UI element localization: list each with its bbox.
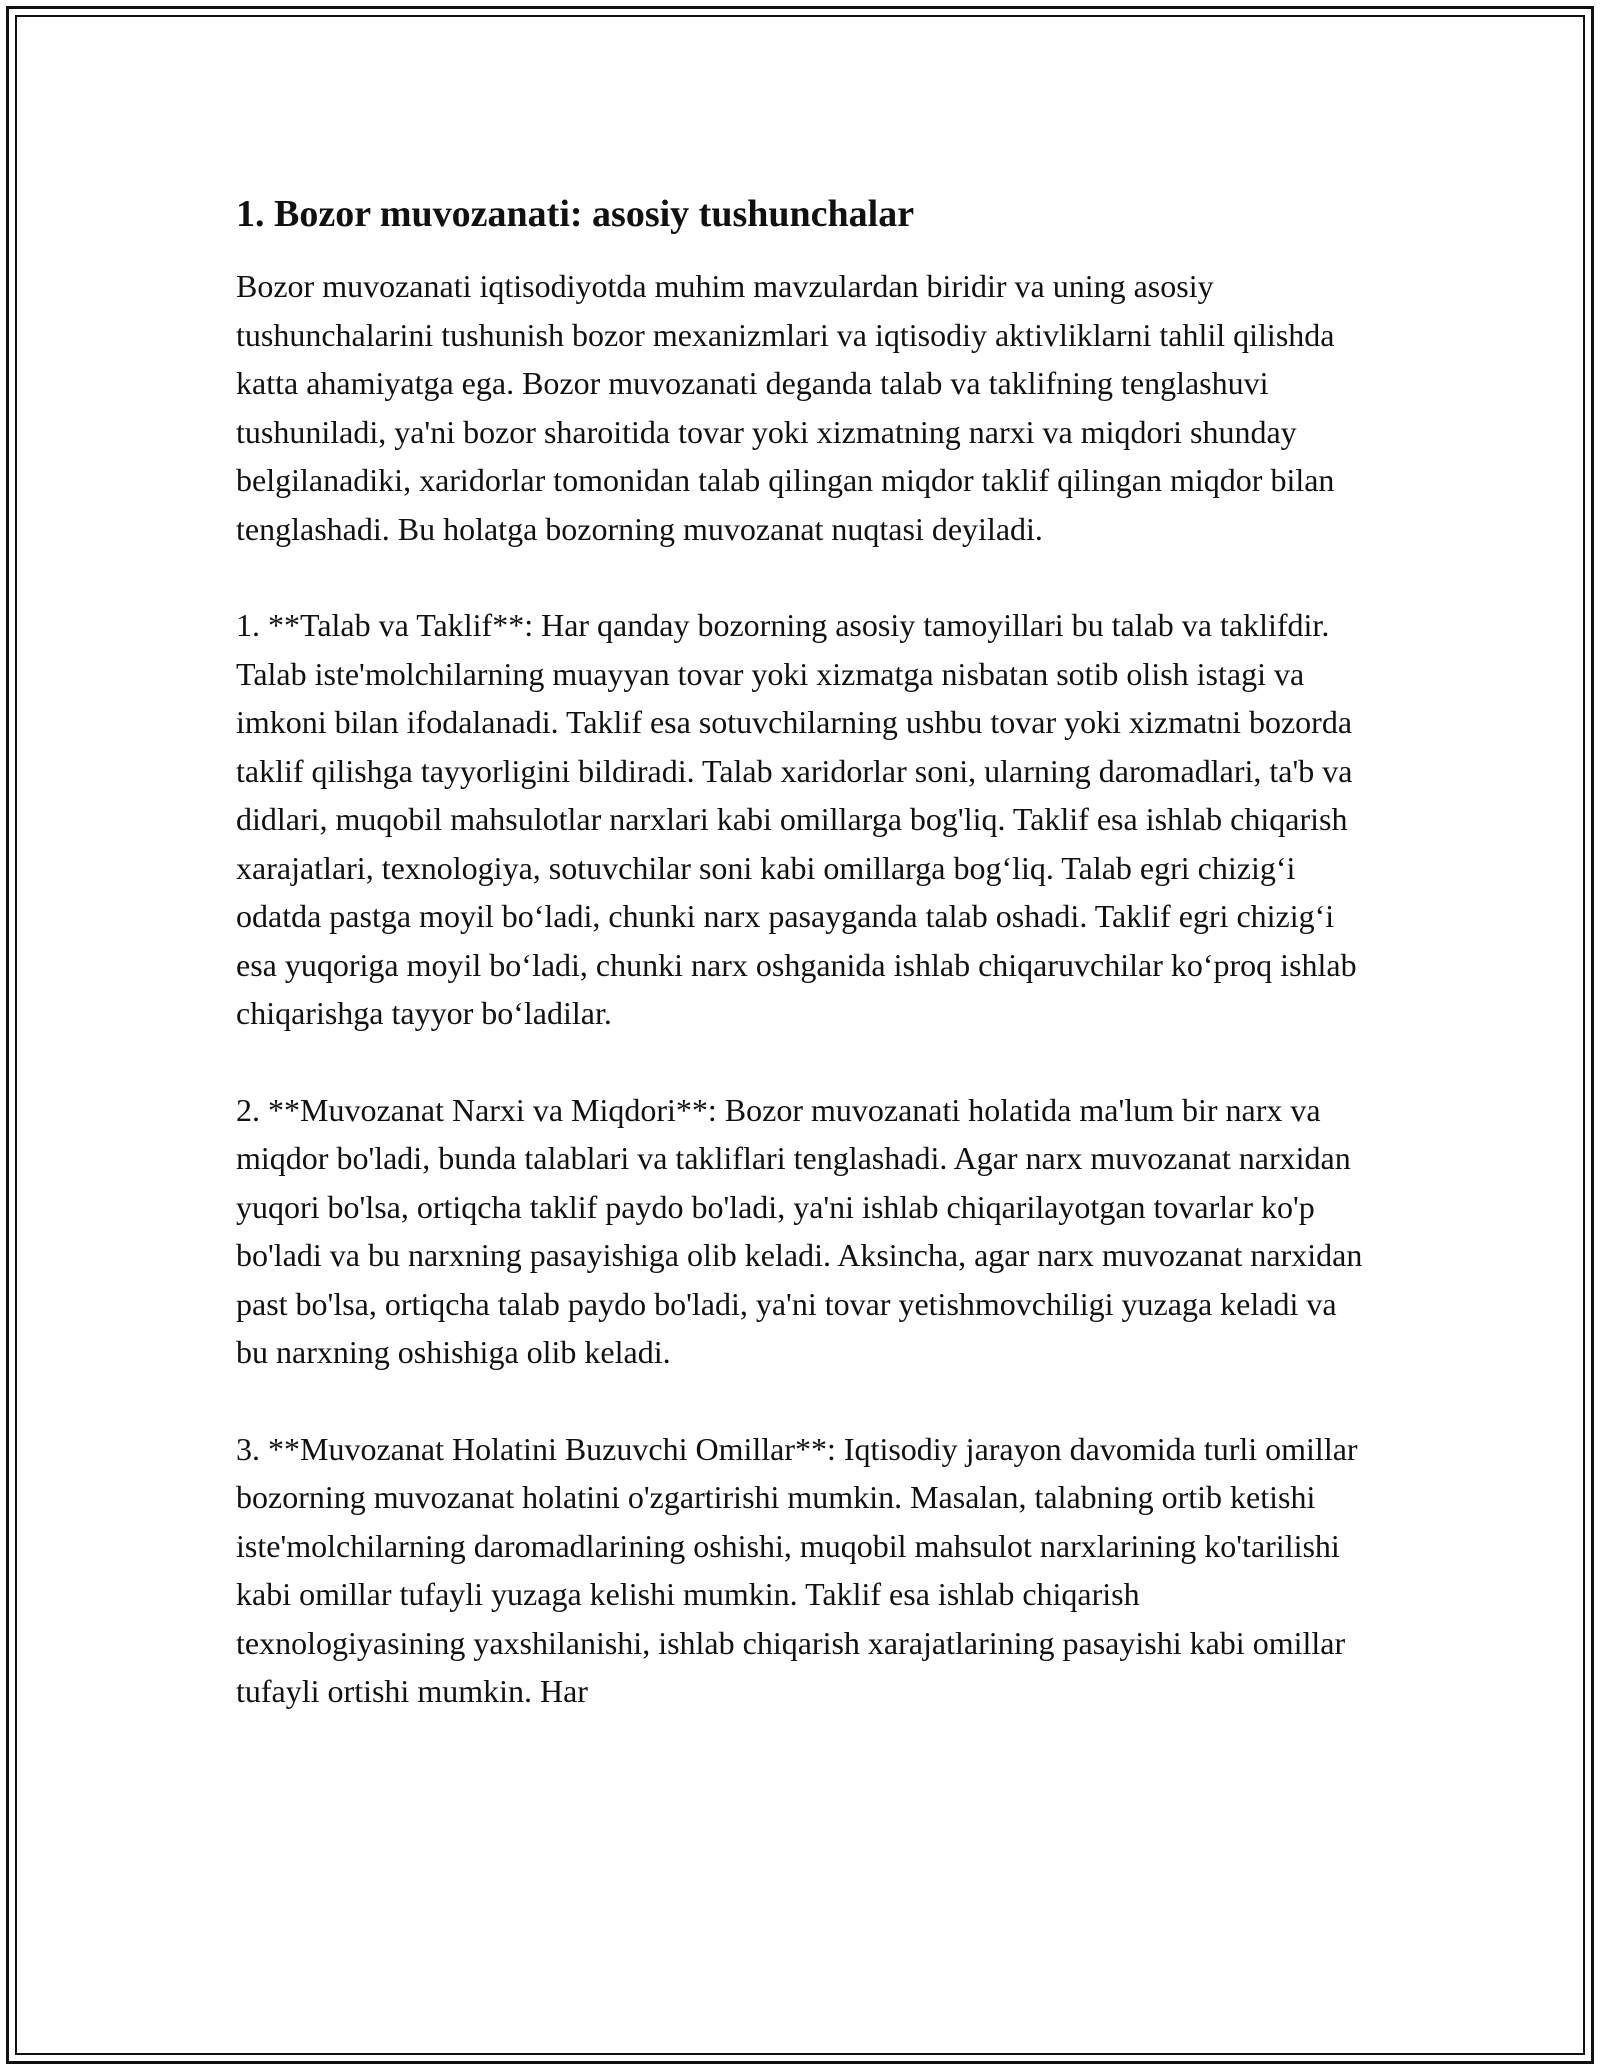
document-body — [236, 188, 1376, 1764]
section-heading: 1. Bozor muvozanati: asosiy tushunchalar — [236, 193, 915, 235]
paragraph-buzuvchi-omillar: 3. **Muvozanat Holatini Buzuvchi Omillar**: Iqtisodiy jarayon davomida turli omillar bozorning muvozanat holatini o'zgartirishi mumkin. Masalan, talabning ortib ketishi iste'molchilarning daromadlarining oshishi, muqobil mahsulot narxlarining ko'tarilishi kabi omillar tufayli yuzaga kelishi mumkin. Taklif esa ishlab chiqarish texnologiyasining yaxshilanishi, ishlab chiqarish xarajatlarining pasayishi kabi omillar tufayli ortishi mumkin. Har — [236, 1430, 1358, 1709]
paragraph-muvozanat-narxi: 2. **Muvozanat Narxi va Miqdori**: Bozor muvozanati holatida ma'lum bir narx va miqdor bo'ladi, bunda talablari va takliflari tenglashadi. Agar narx muvozanat narxidan yuqori bo'lsa, ortiqcha taklif paydo bo'ladi, ya'ni ishlab chiqarilayotgan tovarlar ko'p bo'ladi va bu narxning pasayishiga olib keladi. Aksincha, agar narx muvozanat narxidan past bo'lsa, ortiqcha talab paydo bo'ladi, ya'ni tovar yetishmovchiligi yuzaga keladi va bu narxning oshishiga olib keladi. — [236, 1091, 1363, 1370]
paragraph-talab-va-taklif: 1. **Talab va Taklif**: Har qanday bozorning asosiy tamoyillari bu talab va taklifdir. Talab iste'molchilarning muayyan tovar yoki xizmatga nisbatan sotib olish istagi va imkoni bilan ifodalanadi. Taklif esa sotuvchilarning ushbu tovar yoki xizmatni bozorda taklif qilishga tayyorligini bildiradi. Talab xaridorlar soni, ularning daromadlari, ta'b va didlari, muqobil mahsulotlar narxlari kabi omillarga bog'liq. Taklif esa ishlab chiqarish xarajatlari, texnologiya, sotuvchilar soni kabi omillarga bog‘liq. Talab egri chizig‘i odatda pastga moyil bo‘ladi, chunki narx pasayganda talab oshadi. Taklif egri chizig‘i esa yuqoriga moyil bo‘ladi, chunki narx oshganida ishlab chiqaruvchilar ko‘proq ishlab chiqarishga tayyor bo‘ladilar. — [236, 607, 1357, 1031]
intro-paragraph: Bozor muvozanati iqtisodiyotda muhim mavzulardan biridir va uning asosiy tushunchalarini tushunish bozor mexanizmlari va iqtisodiy aktivliklarni tahlil qilishda katta ahamiyatga ega. Bozor muvozanati deganda talab va taklifning tenglashuvi tushuniladi, ya'ni bozor sharoitida tovar yoki xizmatning narxi va miqdori shunday belgilanadiki, xaridorlar tomonidan talab qilingan miqdor taklif qilingan miqdor bilan tenglashadi. Bu holatga bozorning muvozanat nuqtasi deyiladi. — [236, 268, 1335, 547]
